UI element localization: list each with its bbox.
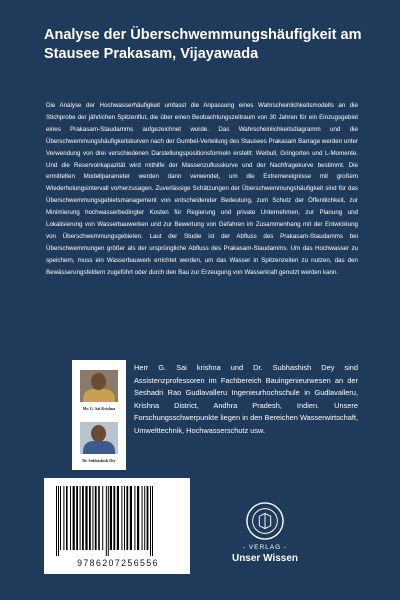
author-bio: Herr G. Sai krishna und Dr. Subhashish Dey sind Assistenzprofessoren im Fachbereich Bauingenieurwesen an der Seshadri Rao Gudlavalleru Ingenieurhochschule in Gudlavalleru, Krishna District, Andhra Pradesh, Indien. Unsere Forschungsschwerpunkte liegen in den Bereichen Wasserwirtschaft, Umwelttechnik, Hochwasserschutz usw. <box>134 363 358 435</box>
author-photo-2 <box>80 422 118 454</box>
publisher-logo-icon <box>246 502 284 540</box>
isbn-barcode <box>44 478 190 574</box>
author-caption-2: Dr. Subhashish Dey <box>82 458 116 463</box>
isbn-digits: 9786207256556 <box>77 558 159 568</box>
barcode-bars <box>54 486 182 556</box>
abstract-text: Die Analyse der Hochwasserhäufigkeit umfasst die Anpassung eines Wahrscheinlichkeitsmodells an die Stichprobe der jährlichen Spitzenflut, die über einen Beobachtungszeitraum von 30 Jahren für ein Einzugsgebiet eines Prakasam-Staudamms aufgezeichnet wurde. Das Wahrscheinlichkeitsdiagramm und die Überschwemmungshäufigkeitskurven nach der Gumbel-Verteilung des Stausees Prakasam Barrage werden unter Verwendung von drei verschiedenen Darstellungspositionsformeln erstellt: Weibull, Gringorten und L-Momente. Und die Reservoirkapazität wird mithilfe der Massenzuflusskurve und der Nachfragekurve bestimmt. Die ermittelten Modellparameter werden dann verwendet, um die Extremereignisse mit großem Wiederholungsintervall vorherzusagen. Zuverlässige Schätzungen der Überschwemmungshäufigkeit sind für das Überschwemmungsgebietsmanagement von entscheidender Bedeutung, zum Schutz der Öffentlichkeit, zur Minimierung hochwasserbedingter Kosten für Regierung und private Unternehmen, zur Planung und Lokalisierung von Wasserbauwerken und zur Bewertung von Gefahren im Zusammenhang mit der Entwicklung von Überschwemmungsgebieten. Laut der Studie ist der Abfluss des Prakasam-Staudamms bei Überschwemmungen größer als der ursprüngliche Abfluss des Prakasam-Staudamms. Um das Hochwasser zu speichern, muss ein Wasserbauwerk errichtet werden, um das Wasser in Spitzenzeiten zu nutzen, das den Bewässerungsfeldern zugeführt oder durch den Bau zur Erzeugung von Wasserkraft genutzt werden kann. <box>46 102 358 276</box>
author-caption-1: Mr. G. Sai Krishna <box>82 406 116 411</box>
book-title: Analyse der Überschwemmungshäufigkeit am Stausee Prakasam, Vijayawada <box>44 27 362 62</box>
author-photo-1 <box>80 370 118 402</box>
publisher-verlag-label: - VERLAG - <box>242 544 288 551</box>
publisher-name: Unser Wissen <box>231 553 299 564</box>
author-photos <box>72 360 126 470</box>
